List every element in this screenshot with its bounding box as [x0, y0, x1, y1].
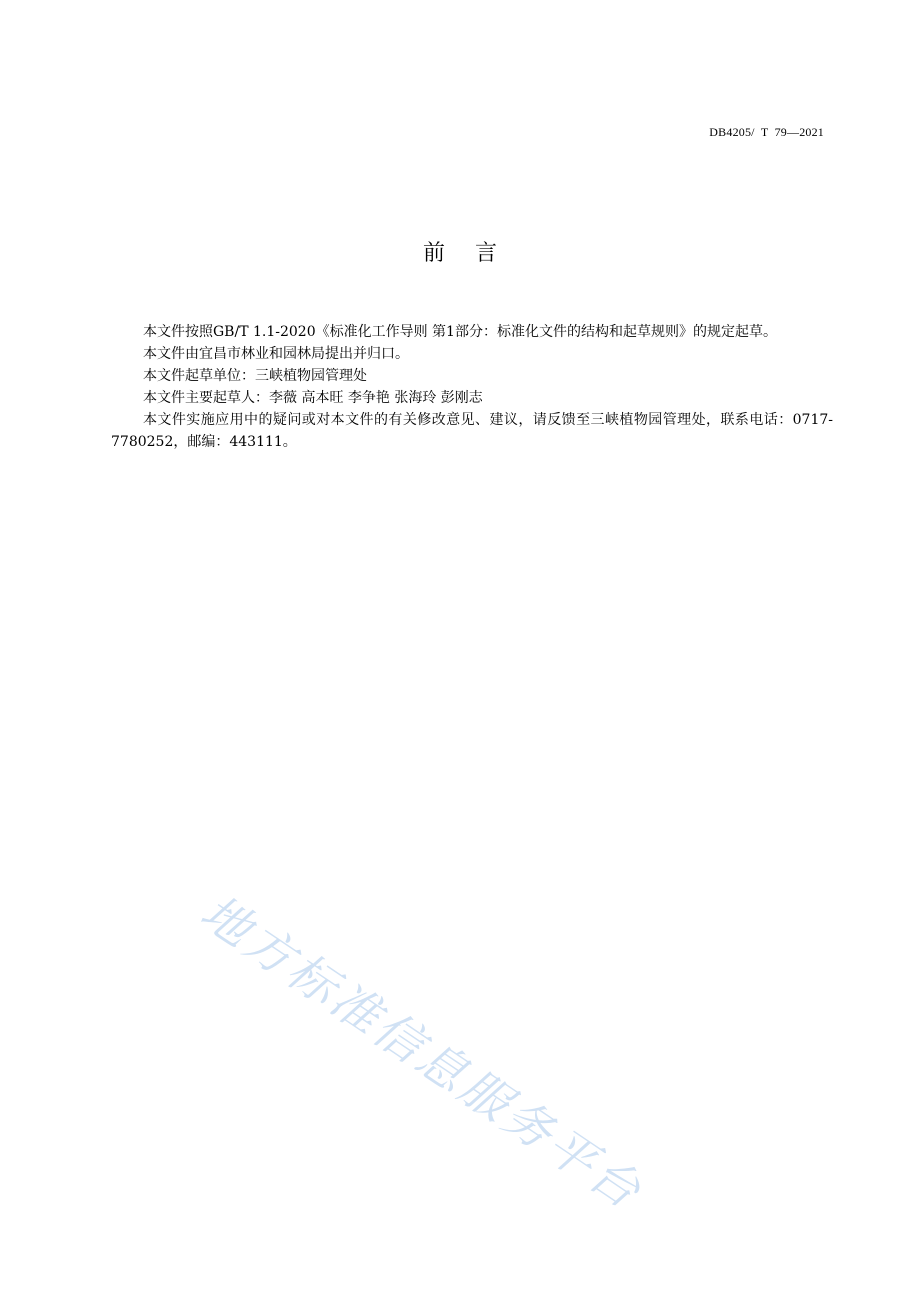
foreword-body	[111, 321, 833, 453]
standard-number: DB4205/ T 79—2021	[709, 125, 824, 139]
paragraph-drafting-rules: 本文件按照GB/T 1.1-2020《标准化工作导则 第1部分：标准化文件的结构和起草规则》的规定起草。	[143, 324, 777, 340]
paragraph-drafters: 本文件主要起草人：李薇 高本旺 李争艳 张海玲 彭刚志	[143, 390, 483, 406]
watermark: 地方标准信息服务平台	[190, 884, 653, 1222]
paragraph-drafting-unit: 本文件起草单位：三峡植物园管理处	[143, 368, 367, 384]
page-title: 前言	[422, 241, 527, 266]
paragraph-feedback-contact: 本文件实施应用中的疑问或对本文件的有关修改意见、建议，请反馈至三峡植物园管理处，联系电话：0717-7780252，邮编：443111。	[111, 412, 833, 450]
paragraph-proposer: 本文件由宜昌市林业和园林局提出并归口。	[143, 346, 409, 362]
